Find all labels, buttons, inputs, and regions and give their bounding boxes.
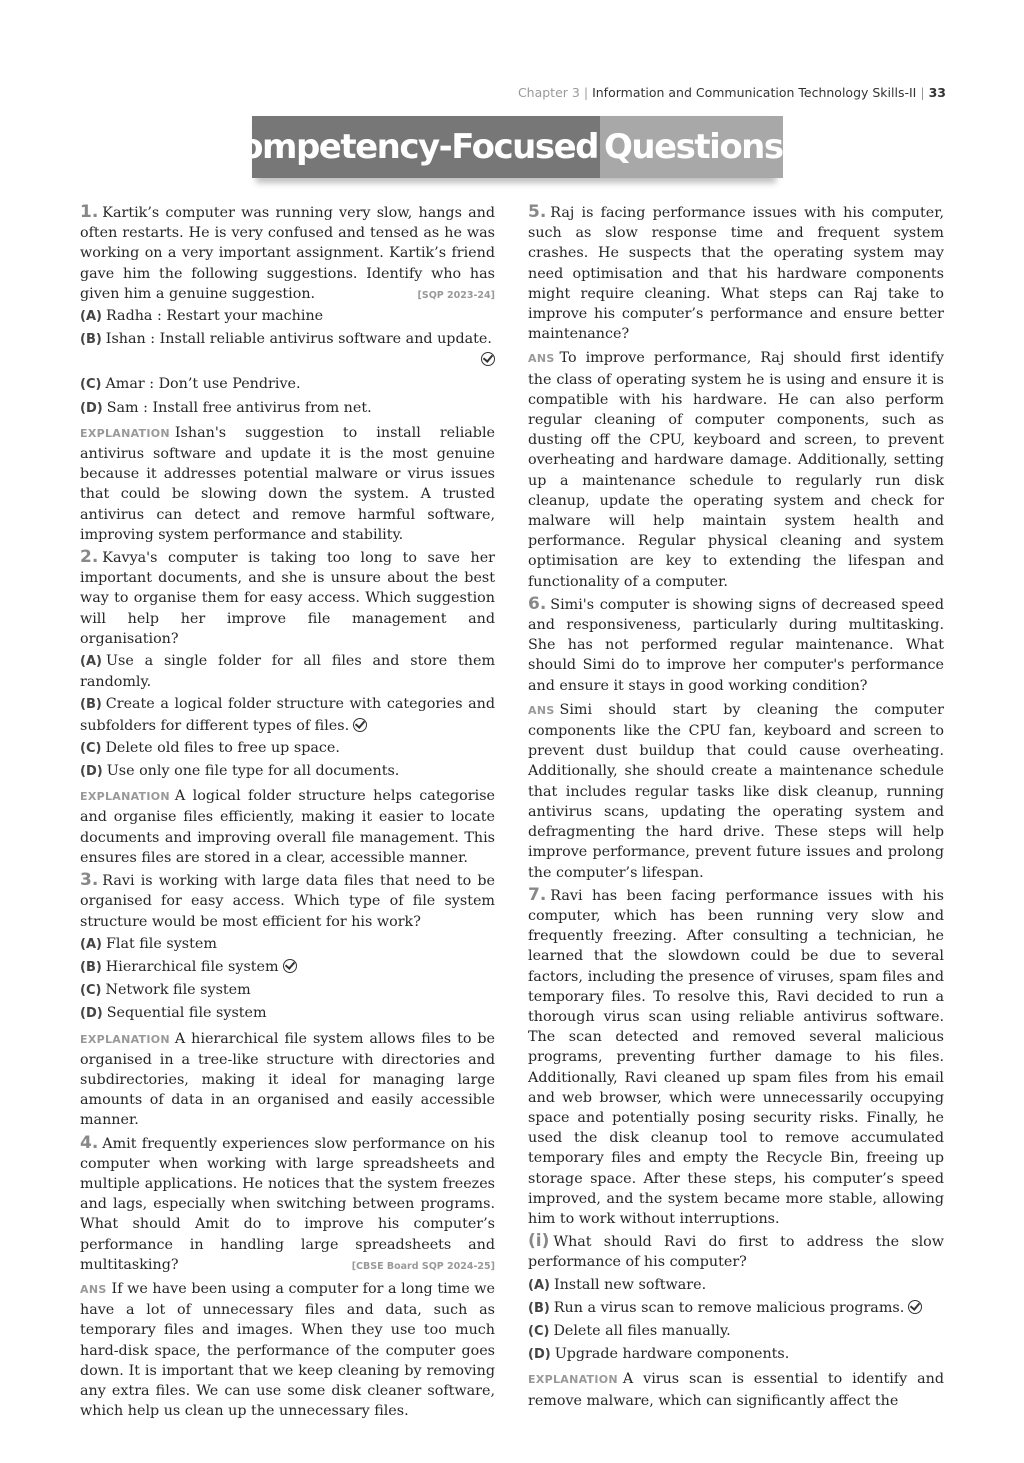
- explanation-label: EXPLANATION: [80, 426, 170, 440]
- right-column: [528, 200, 944, 1411]
- option-a: (A) Use a single folder for all files and store them randomly.: [80, 653, 495, 691]
- correct-check-icon: [353, 718, 367, 732]
- question-1: [80, 202, 495, 545]
- question-number: 3.: [80, 870, 99, 891]
- option-d: (D) Sequential file system: [80, 1005, 267, 1022]
- answer: ANS Simi should start by cleaning the computer components like the CPU fan, keyboard and screen to prevent dust buildup that could cause overheating. Additionally, she should create a maintenance schedule that includes regular tasks like disk cleanup, running antivirus scans, updating the operating system and defragmenting the hard drive. These steps will help improve performance, prevent future issues and prolong the computer’s lifespan.: [528, 701, 944, 881]
- section-banner: [216, 116, 783, 178]
- answer-label: ANS: [528, 352, 555, 366]
- option-c: (C) Amar : Don’t use Pendrive.: [80, 376, 301, 393]
- explanation: EXPLANATION A hierarchical file system allows files to be organised in a tree-like structure with directories and subdirectories, making it ideal for managing large amounts of data in an organised and easily accessible manner.: [80, 1030, 495, 1129]
- option-b: (B) Hierarchical file system: [80, 957, 495, 978]
- correct-check-icon: [283, 959, 297, 973]
- question-source: [SQP 2023-24]: [417, 289, 495, 301]
- answer: ANS If we have been using a computer for a long time we have a lot of unnecessary files and data, such as temporary files and images. When they use too much hard-disk space, the performance of the computer goes down. It is important that we keep cleaning by removing any extra files. We can use some disk cleaner software, which help us clean up the unnecessary files.: [80, 1280, 495, 1420]
- explanation-label: EXPLANATION: [80, 1032, 170, 1046]
- sub-question: [528, 1231, 944, 1272]
- question-number: 7.: [528, 884, 547, 905]
- question-text: Kavya's computer is taking too long to save her important documents, and she is unsure about the best way to organise them for easy access. Which suggestion will help her improve file management and organisation?: [80, 550, 495, 647]
- explanation: EXPLANATION A logical folder structure helps categorise and organise files efficiently, making it easier to locate documents and improving overall file management. This ensures files are stored in a clear, accessible manner.: [80, 788, 495, 866]
- chapter-title: Information and Communication Technology Skills-II: [592, 85, 917, 100]
- option-b: (B) Run a virus scan to remove malicious programs.: [528, 1298, 944, 1319]
- question-6: [528, 594, 944, 883]
- option-c: (C) Delete all files manually.: [528, 1322, 731, 1339]
- question-4: [80, 1133, 495, 1422]
- left-column: [80, 200, 495, 1421]
- explanation-label: EXPLANATION: [80, 790, 170, 804]
- explanation-label: EXPLANATION: [528, 1373, 618, 1387]
- option-d: (D) Upgrade hardware components.: [528, 1346, 790, 1363]
- question-2: [80, 547, 495, 868]
- option-d: (D) Use only one file type for all documents.: [80, 763, 400, 780]
- explanation: EXPLANATION A virus scan is essential to identify and remove malware, which can significantly affect the: [528, 1371, 944, 1409]
- banner-part-2: Questions: [600, 116, 783, 178]
- option-c: (C) Delete old files to free up space.: [80, 739, 340, 756]
- correct-check-icon: [908, 1300, 922, 1314]
- question-number: 4.: [80, 1132, 99, 1153]
- option-a: (A) Flat file system: [80, 935, 217, 952]
- option-d: (D) Sam : Install free antivirus from net.: [80, 399, 372, 416]
- option-a: (A) Radha : Restart your machine: [80, 308, 324, 325]
- question-3: [80, 870, 495, 1130]
- running-header: Chapter 3 | Information and Communication Technology Skills-II | 33: [517, 85, 946, 100]
- explanation: EXPLANATION Ishan's suggestion to install reliable antivirus software and update it is the most genuine because it addresses potential malware or virus issues that could be slowing down the system. A trusted antivirus can detect and remove harmful software, improving system performance and stability.: [80, 424, 495, 543]
- correct-check-icon: [481, 352, 495, 366]
- question-5: [528, 202, 944, 592]
- question-text: Simi's computer is showing signs of decreased speed and responsiveness, particularly during multitasking. She has not performed regular maintenance. What should Simi do to improve her computer's performance and ensure it stays in good working condition?: [528, 596, 944, 694]
- option-b: (B) Create a logical folder structure with categories and subfolders for different types of files.: [80, 696, 495, 734]
- question-number: 2.: [80, 547, 99, 568]
- answer: ANS To improve performance, Raj should first identify the class of operating system he is using and ensure it is compatible with his hardware. He can also perform regular cleaning of computer components, such as dusting off the CPU, keyboard and screen, to prevent overheating and hardware damage. Additionally, setting up a maintenance schedule to regularly run disk cleanup, update the operating system and check for malware will help maintain system health and performance. Regular physical cleaning and system optimisation are key to extending the lifespan and functionality of a computer.: [528, 350, 944, 590]
- sub-question-text: What should Ravi do first to address the slow performance of his computer?: [528, 1234, 944, 1271]
- answer-label: ANS: [528, 703, 555, 717]
- answer-label: ANS: [80, 1282, 107, 1296]
- page-number: 33: [928, 85, 946, 100]
- question-text: Kartik’s computer was running very slow, hangs and often restarts. He is very confused and tensed as he was working on a very important assignment. Kartik’s friend gave him the following suggestions. Identify who has given him a genuine suggestion.: [80, 205, 495, 302]
- option-c: (C) Network file system: [80, 982, 251, 999]
- chapter-label: Chapter 3: [517, 85, 580, 100]
- option-b: (B) Ishan : Install reliable antivirus software and update.: [80, 331, 492, 348]
- question-number: 1.: [80, 202, 99, 222]
- question-text: Ravi is working with large data files that need to be organised for easy access. Which type of file system structure would be most efficient for his work?: [80, 873, 495, 930]
- question-text: Ravi has been facing performance issues with his computer, which has been running very slow and frequently freezing. After consulting a technician, he learned that the slowdown could be due to several factors, including the presence of viruses, spam files and temporary files. To resolve this, Ravi decided to run a thorough virus scan using reliable antivirus software. The scan detected and removed several malicious programs, preventing further damage to his files. Additionally, Ravi cleaned up spam files from his email and web browser, which were unnecessarily occupying space and potentially posing security risks. Finally, he used the disk cleanup tool to remove accumulated temporary files and empty the Recycle Bin, freeing up storage space. After these steps, his computer’s speed improved, and the system became more stable, allowing him to work without interruptions.: [528, 887, 944, 1227]
- question-number: 6.: [528, 593, 547, 614]
- question-number: 5.: [528, 202, 547, 222]
- question-text: Raj is facing performance issues with his computer, such as slow response time and frequent system crashes. He suspects that the operating system may need optimisation and that his hardware components might require cleaning. What steps can Raj take to improve his computer’s performance and ensure better maintenance?: [528, 205, 944, 343]
- question-7: [528, 885, 944, 1411]
- question-source: [CBSE Board SQP 2024-25]: [351, 1260, 495, 1272]
- sub-question-number: (i): [528, 1231, 550, 1252]
- question-text: Amit frequently experiences slow performance on his computer when working with large spreadsheets and multiple applications. He notices that the system freezes and lags, especially when switching between programs. What should Amit do to improve his computer’s performance in handling large spreadsheets and multitasking?: [80, 1135, 495, 1273]
- option-a: (A) Install new software.: [528, 1276, 707, 1293]
- banner-part-1: Competency-Focused: [252, 116, 600, 178]
